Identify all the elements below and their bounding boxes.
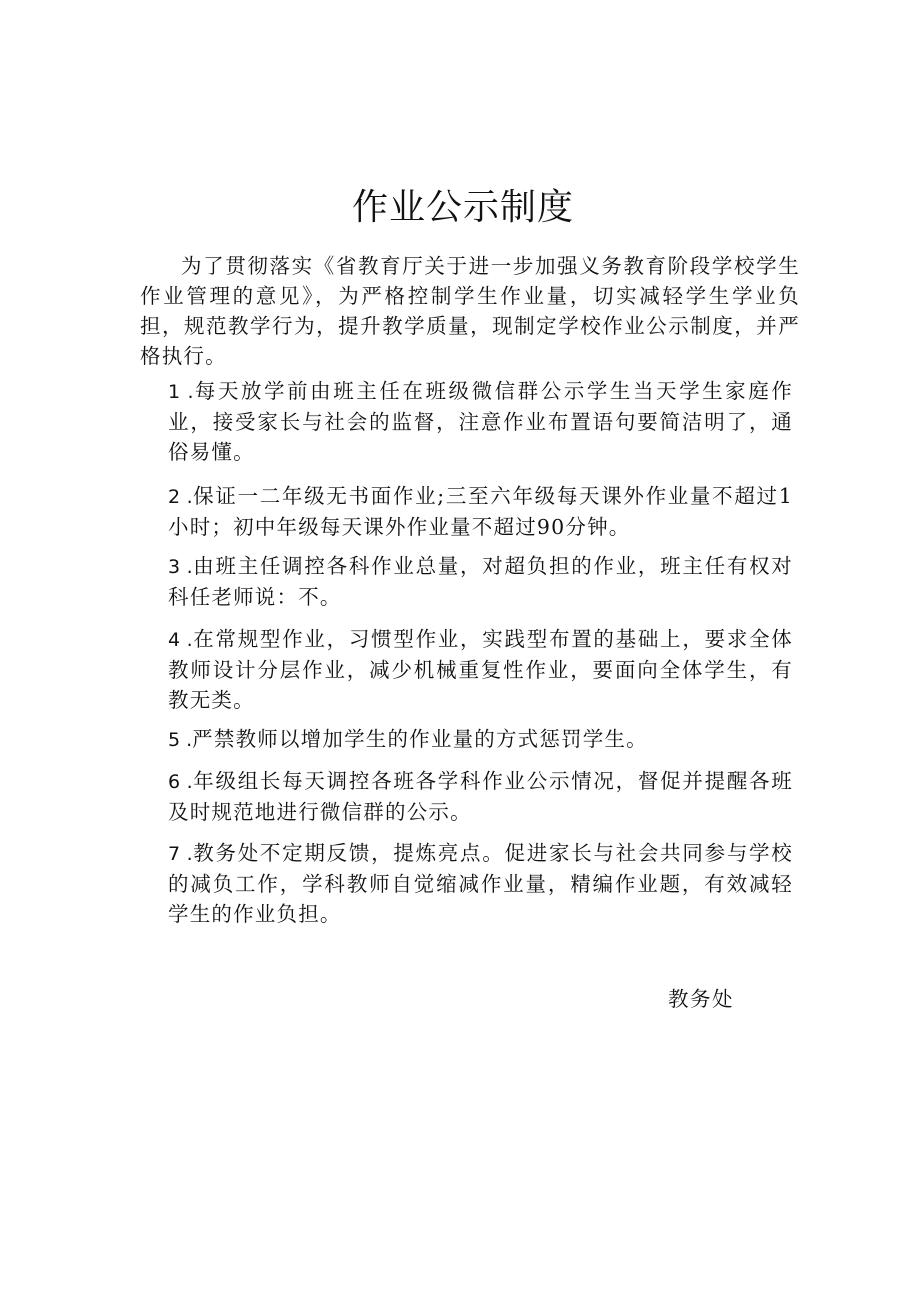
rule-item-3 bbox=[168, 551, 793, 612]
rule-number: 1 . bbox=[168, 381, 194, 403]
rule-item-2 bbox=[168, 481, 793, 542]
rule-item-7 bbox=[168, 838, 793, 929]
rule-number: 3 . bbox=[168, 556, 193, 578]
rule-text: 严禁教师以增加学生的作业量的方式惩罚学生。 bbox=[192, 727, 648, 751]
rule-item-1 bbox=[168, 376, 793, 467]
rule-item-5 bbox=[168, 724, 793, 755]
rule-item-6 bbox=[168, 766, 793, 827]
rule-number: 4 . bbox=[168, 629, 193, 651]
rule-text: 在常规型作业，习惯型作业，实践型布置的基础上，要求全体教师设计分层作业，减少机械重复性作业，要面向全体学生，有教无类。 bbox=[168, 627, 793, 712]
rule-number: 6 . bbox=[168, 771, 193, 793]
intro-paragraph: 为了贯彻落实《省教育厅关于进一步加强义务教育阶段学校学生作业管理的意见》，为严格控制学生作业量，切实减轻学生学业负担，规范教学行为，提升教学质量，现制定学校作业公示制度，并严格执行。 bbox=[140, 254, 800, 368]
signature: 教务处 bbox=[668, 987, 734, 1011]
rule-number: 5 . bbox=[168, 729, 193, 751]
rule-text: 保证一二年级无书面作业;三至六年级每天课外作业量不超过1小时；初中年级每天课外作业量不超过90分钟。 bbox=[168, 484, 793, 539]
rule-text: 由班主任调控各科作业总量，对超负担的作业，班主任有权对科任老师说：不。 bbox=[168, 554, 793, 609]
rule-text: 年级组长每天调控各班各学科作业公示情况，督促并提醒各班及时规范地进行微信群的公示。 bbox=[168, 769, 793, 824]
rule-text: 每天放学前由班主任在班级微信群公示学生当天学生家庭作业，接受家长与社会的监督，注意作业布置语句要简洁明了，通俗易懂。 bbox=[168, 379, 793, 464]
rule-text: 教务处不定期反馈，提炼亮点。促进家长与社会共同参与学校的减负工作，学科教师自觉缩减作业量，精编作业题，有效减轻学生的作业负担。 bbox=[168, 841, 793, 926]
rule-item-4 bbox=[168, 624, 793, 715]
rule-number: 2 . bbox=[168, 486, 193, 508]
document-title: 作业公示制度 bbox=[351, 187, 574, 228]
rule-number: 7 . bbox=[168, 843, 193, 865]
